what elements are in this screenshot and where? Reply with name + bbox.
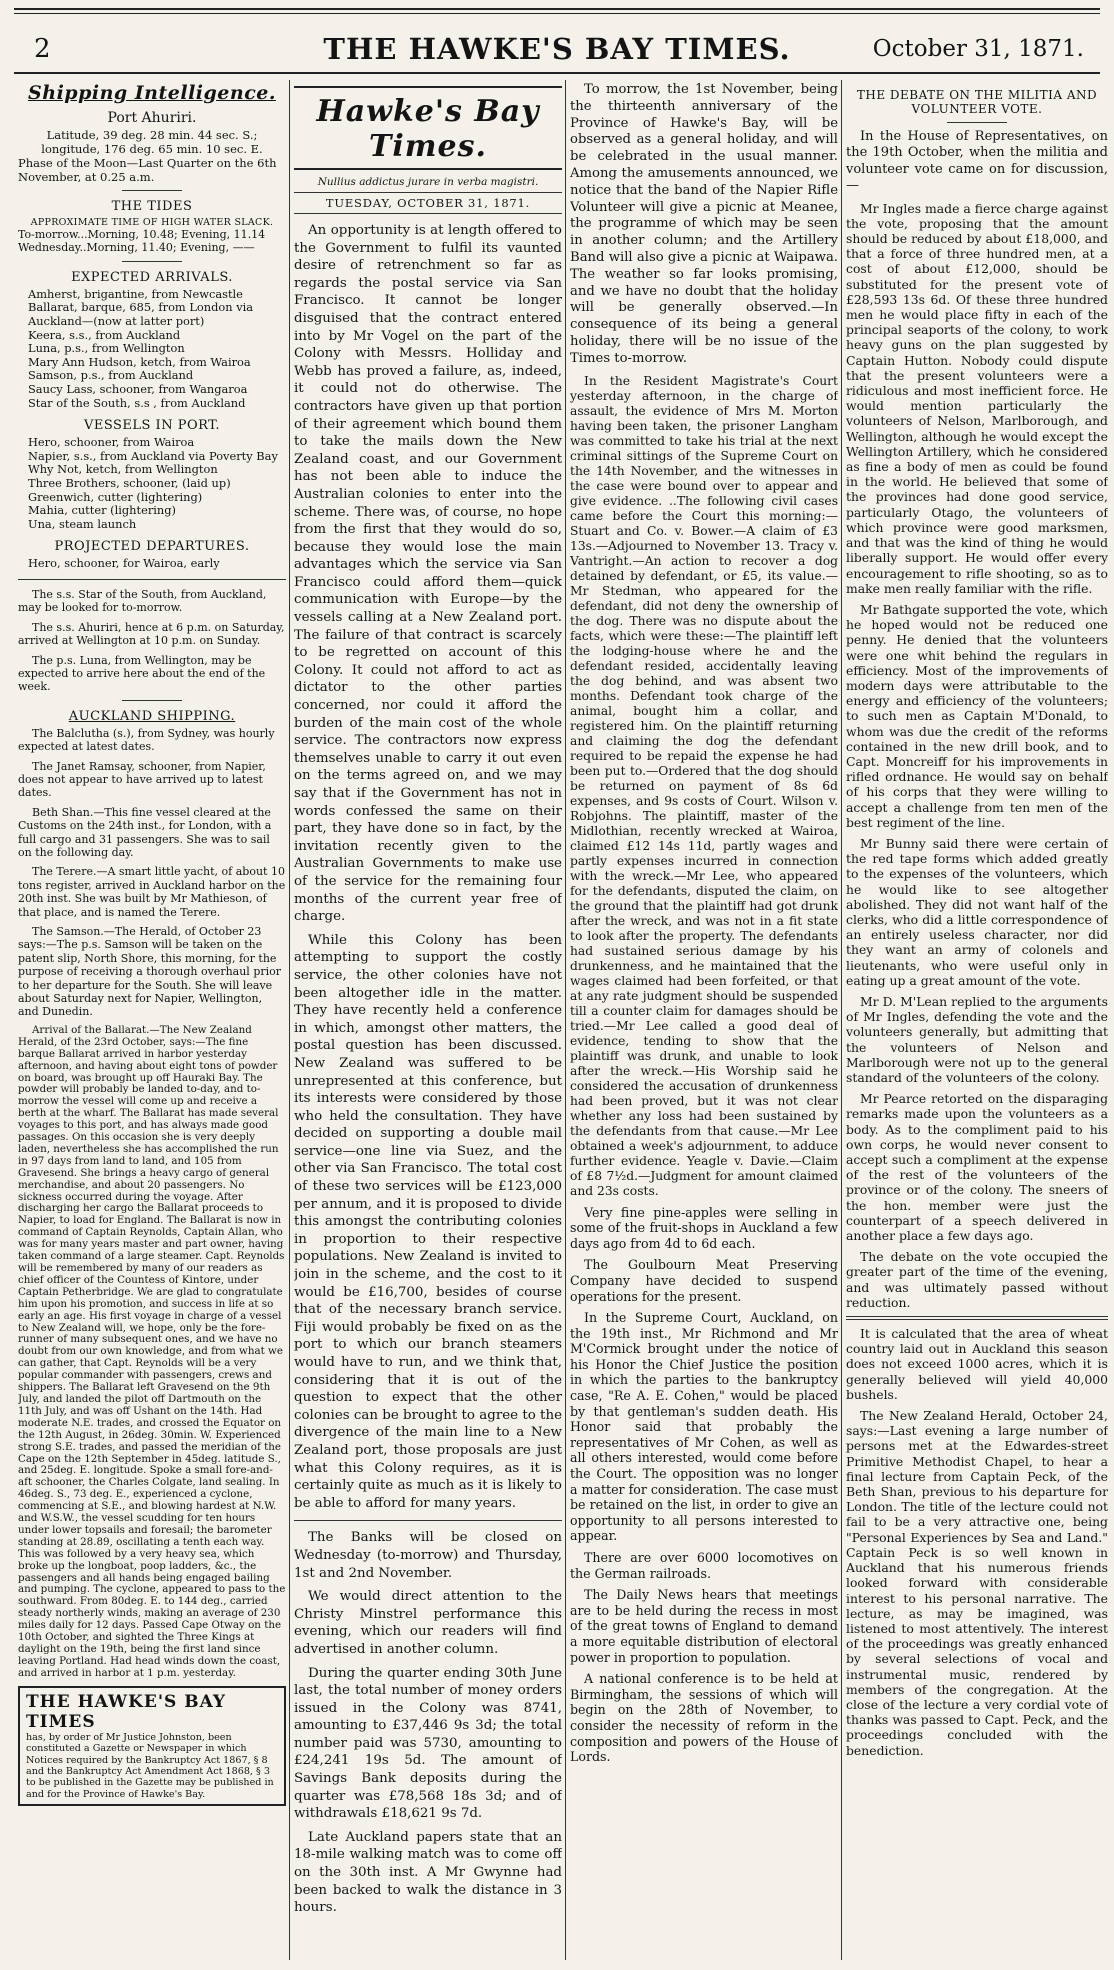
gazette-notice [18, 1686, 286, 1806]
list-item: Napier, s.s., from Auckland via Poverty Bay [28, 448, 278, 463]
editorial-motto: Nullius addictus jurare in verba magistri. [317, 176, 539, 188]
news-paragraph: Very fine pine-apples were selling in some of the fruit-shops in Auckland a few days ago from 4d to 6d each. [570, 1204, 838, 1251]
column-local-news [570, 82, 838, 1960]
column-divider [565, 80, 566, 1960]
divider [122, 700, 182, 701]
issue-date: October 31, 1871. [872, 36, 1084, 62]
list-item: Why Not, ketch, from Wellington [28, 462, 218, 477]
news-paragraph: It is calculated that the area of wheat country laid out in Auckland this season does not exceed 1000 acres, which it is generally believed will yield 40,000 bushels. [846, 1326, 1108, 1402]
expected-arrivals-heading: EXPECTED ARRIVALS. [71, 269, 233, 285]
editorial-date: TUESDAY, OCTOBER 31, 1871. [294, 192, 562, 214]
list-item: Ballarat, barque, 685, from London via Auckland—(now at latter port) [28, 300, 254, 328]
list-item: Saucy Lass, schooner, from Wangaroa [28, 381, 248, 396]
moon-phase: Phase of the Moon—Last Quarter on the 6th November, at 0.25 a.m. [18, 156, 277, 184]
column-debate [846, 82, 1108, 1960]
debate-paragraph: Mr Ingles made a fierce charge against the vote, proposing that the amount should be reduced by about £18,000, and that a force of three hundred men, at a cost of about £12,000, should be substituted for the present vote of £28,593 13s 6d. Of these three hundred men he would place fifty in each of the principal seaports of the colony, to work heavy guns on the plan suggested by Captain Hutton. Nobody could dispute that the present volunteers were a ridiculous and most inefficient force. He would mention particularly the volunteers of Nelson, Marlborough, and Wellington, although he would except the Wellington Artillery, which he considered as fine a body of men as could be found in the world. He believed that some of the provinces had done good service, particularly Otago, the volunteers of which province were good marksmen, and that was the kind of thing he would liberally support. He would offer every encouragement to rifle shooting, so as to make men really familiar with the rifle. [846, 200, 1108, 596]
masthead-rule [14, 72, 1100, 74]
debate-paragraph: Mr Bathgate supported the vote, which he hoped would not be reduced one penny. He denied that the volunteers were one whit behind the regulars in efficiency. Most of the improvements of modern days were attributable to the energy and efficiency of the volunteers; to such men as Captain M'Donald, to whom was due the credit of the reforms contained in the new drill book, and to Capt. Moncreiff for his improvements in rifled ordnance. He would say on behalf of his corps that they were willing to accept a challenge from ten men of the best regiment of the line. [846, 601, 1108, 830]
news-paragraph: Late Auckland papers state that an 18-mile walking match was to come off on the 30th inst. A Mr Gwynne had been backed to walk the distance in 3 hours. [294, 1829, 562, 1916]
debate-paragraph: Mr Bunny said there were certain of the red tape forms which added greatly to the expenses of the volunteers, which he would like to see altogether abolished. They did not want half of the clerks, who did a little correspondence of an entirely useless character, nor did they want an army of colonels and lieutenants, who were useful only in eating up a great amount of the vote. [846, 835, 1108, 988]
auckland-item: Arrival of the Ballarat.—The New Zealand Herald, of the 23rd October, says:—The fine barque Ballarat arrived in harbor yesterday afternoon, and having about eight tons of powder on board, was brought up off Hauraki Bay. The powder will probably be landed to-day, and to-morrow the vessel will come up and receive a berth at the wharf. The Ballarat has made several voyages to this port, and has always made good passages. On this occasion she is very deeply laden, nevertheless she has accomplished the run in 97 days from land to land, and 105 from Gravesend. She brings a heavy cargo of general merchandise, and about 20 passengers. No sickness occurred during the voyage. After discharging her cargo the Ballarat proceeds to Napier, to load for England. The Ballarat is now in command of Captain Reynolds, Captain Allan, who was for many years master and part owner, having taken command of a large steamer. Capt. Reynolds will be remembered by many of our readers as chief officer of the Countess of Kintore, under Captain Petherbridge. We are glad to congratulate him upon his promotion, and success in life at so early an age. His first voyage in charge of a vessel to New Zealand will, we hope, only be the fore-runner of many subsequent ones, and we have no doubt from our own knowledge, and from what we can gather, that Capt. Reynolds will be a very popular commander with passengers, crews and shippers. The Ballarat left Gravesend on the 9th July, and landed the pilot off Dartmouth on the 11th July, and was off Ushant on the 14th. Had moderate N.E. trades, and crossed the Equator on the 12th August, in 26deg. 30min. W. Experienced strong S.E. trades, and passed the meridian of the Cape on the 12th September in 45deg. latitude S., and 25deg. E. longitude. Spoke a small fore-and-aft schooner, the Charles Colgate, land sealing. In 46deg. S., 73 deg. E., experienced a cyclone, commencing at S.E., and blowing hardest at N.W. and W.S.W., the vessel scudding for ten hours under lower topsails and foresail; the barometer standing at 28.89, oscillating a tenth each way. This was followed by a very heavy sea, which broke up the longboat, poop ladders, &c., the passengers and all hands being engaged bailing and pumping. The cyclone, appeared to pass to the southward. From 80deg. E. to 144 deg., carried steady northerly winds, making an average of 230 miles daily for 12 days. Passed Cape Otway on the 10th October, and sighted the Three Kings at daylight on the 19th, being the first land since leaving Portland. Had head winds down the coast, and arrived in harbor at 1 p.m. yesterday. [18, 1023, 286, 1679]
editorial-paragraph: While this Colony has been attempting to support the costly service, the other colonies have not been altogether idle in the matter. They have recently held a conference in which, amongst other matters, the postal question has been discussed. New Zealand was suffered to be unrepresented at this conference, but its interests were considered by those who held the consultation. They have decided on supporting a double mail service—one line via Suez, and the other via San Francisco. The total cost of these two services will be £123,000 per annum, and it is proposed to divide this amongst the contributing colonies in proportion to their respective populations. New Zealand is invited to join in the scheme, and the cost to it would be £16,700, besides of course that of the necessary branch service. Fiji would probably be fixed on as the port to which our branch steamers would have to run, and we think that, considering that it is out of the question to expect that the other colonies can be brought to agree to the divergence of the main line to a New Zealand port, those proposals are just what this Colony requires, as it is certainly quite as much as it is likely to be able to afford for many years. [294, 932, 562, 1511]
news-paragraph: There are over 6000 locomotives on the German railroads. [570, 1550, 838, 1581]
auckland-item: The Samson.—The Herald, of October 23 says:—The p.s. Samson will be taken on the patent slip, North Shore, this morning, for the purpose of receiving a thorough overhaul prior to her departure for the South. She will leave about Saturday next for Napier, Wellington, and Dunedin. [18, 925, 282, 1019]
editorial-paragraph: An opportunity is at length offered to the Government to fulfil its vaunted desire of retrenchment so far as regards the postal service via San Francisco. It cannot be longer disguised that the contract entered into by Mr Vogel on the part of the Colony with Messrs. Holliday and Webb has proved a failure, as, indeed, it could not do otherwise. The contractors have given up that portion of their agreement which bound them to take the mails down the New Zealand coast, and our Government has not been able to induce the Australian colonies to enter into the scheme. There was, of course, no hope from the first that they would do so, because they would lose the main advantages which the service via San Francisco could afford them—quick communication with Europe—by the vessels calling at a New Zealand port. The failure of that contract is scarcely to be regretted on account of this Colony. It could not afford to act as dictator to the other parties concerned, nor could it afford the burden of the main cost of the whole service. The contractors now express themselves unable to carry it out even on the terms agreed on, and we may say that if the Government has not in words confessed the same on their part, they have done so in fact, by the invitation recently given to the Australian Governments to make use of the service for the remaining four months of the current year free of charge. [294, 223, 562, 925]
list-item: Hero, schooner, from Wairoa [28, 435, 195, 450]
list-item: Mary Ann Hudson, ketch, from Wairoa [28, 354, 251, 369]
news-paragraph: The Banks will be closed on Wednesday (to-morrow) and Thursday, 1st and 2nd November. [294, 1530, 562, 1581]
tides-subheading: APPROXIMATE TIME OF HIGH WATER SLACK. [30, 217, 274, 228]
news-paragraph: The New Zealand Herald, October 24, says:—Last evening a large number of persons met at the Edwardes-street Primitive Methodist Chapel, to hear a final lecture from Captain Peck, of the Beth Shan, previous to his departure for London. The title of the lecture could not fail to be a very attractive one, being "Personal Experiences by Sea and Land." Captain Peck is so well known in Auckland that his numerous friends looked forward with considerable interest to his personal narrative. The lecture, as may be imagined, was listened to most attentively. The interest of the proceedings was greatly enhanced by several selections of vocal and instrumental music, rendered by members of the congregation. At the close of the lecture a very cordial vote of thanks was passed to Capt. Peck, and the proceedings concluded with the benediction. [846, 1408, 1108, 1758]
top-double-rule [14, 8, 1100, 14]
shipping-note: The s.s. Star of the South, from Auckland, may be looked for to-morrow. [18, 587, 267, 615]
news-paragraph: To morrow, the 1st November, being the thirteenth anniversary of the Province of Hawke's Bay, will be observed as a general holiday, and will be celebrated in the usual manner. Among the amusements announced, we notice that the band of the Napier Rifle Volunteer will give a picnic at Meanee, the programme of which may be seen in another column; and the Artillery Band will also give a picnic at Waipawa. The weather so far looks promising, and we have no doubt that the holiday will be generally observed.—In consequence of its being a general holiday, there will be no issue of the Times to-morrow. [570, 82, 838, 366]
tides-heading: THE TIDES [111, 199, 193, 214]
divider [947, 122, 1007, 123]
news-paragraph: A national conference is to be held at Birmingham, the sessions of which will begin on the 28th of November, to consider the necessity of reform in the composition and powers of the House of Lords. [570, 1671, 838, 1765]
divider [18, 579, 286, 580]
masthead [14, 28, 1100, 72]
divider [122, 190, 182, 191]
auckland-item: The Janet Ramsay, schooner, from Napier, does not appear to have arrived up to latest dates. [18, 759, 266, 800]
court-report: In the Resident Magistrate's Court yesterday afternoon, in the charge of assault, the evidence of Mrs M. Morton having been taken, the prisoner Langham was committed to take his trial at the next criminal sittings of the Supreme Court on the 14th November, and the witnesses in the case were bound over to appear and give evidence. ..The following civil cases came before the Court this morning:—Stuart and Co. v. Bower.—A claim of £3 13s.—Adjourned to November 13. Tracy v. Vantright.—An action to recover a dog detained by defendant, or £5, its value.—Mr Stedman, who appeared for the defendant, did not deny the ownership of the dog. There was no dispute about the facts, which were these:—The plaintiff left the lodging-house where he and the defendant resided, accidentally leaving the dog behind, and was absent two months. Defendant took charge of the animal, bought him a collar, and registered him. On the plaintiff returning and claiming the dog the defendant required to be repaid the expense he had been put to.—Ordered that the dog should be returned on payment of 8s 6d expenses, and 9s costs of Court. Wilson v. Robjohns. The plaintiff, master of the Midlothian, recently wrecked at Wairoa, claimed £12 14s 11d, partly wages and partly expenses incurred in connection with the wreck.—Mr Lee, who appeared for the defendants, disputed the claim, on the ground that the plaintiff had got drunk after the wreck, and was not in a fit state to look after the property. The defendants had sustained serious damage by his drunkenness, and he maintained that the wages claimed had been forfeited, or that at any rate judgment should be suspended till a counter claim for damages should be tried.—Mr Lee called a good deal of evidence, tending to show that the plaintiff was drunk, and unable to look after the wreck.—His Worship said he considered the accusation of drunkenness had been proved, but it was not clear whether any loss had been sustained by the defendants from that cause.—Mr Lee obtained a week's adjournment, to adduce further evidence. Yeagle v. Davie.—Claim of £8 7½d.—Judgment for amount claimed and 23s costs. [570, 373, 838, 1198]
tides-line: To-morrow...Morning, 10.48; Evening, 11.14 [18, 228, 266, 241]
column-shipping [18, 82, 286, 1960]
list-item: Samson, p.s., from Auckland [28, 368, 194, 383]
divider [294, 1520, 562, 1521]
debate-paragraph: The debate on the vote occupied the greater part of the time of the evening, and was ultimately passed without reduction. [846, 1249, 1108, 1310]
list-item: Luna, p.s., from Wellington [28, 341, 185, 356]
news-paragraph: In the Supreme Court, Auckland, on the 19th inst., Mr Richmond and Mr M'Cormick brought under the notice of his Honor the Chief Justice the position in which the parties to the bankruptcy case, "Re A. E. Cohen," would be placed by that gentleman's sudden death. His Honor said that probably the representatives of Mr Cohen, as well as all others interested, would come before the Court. The opposition was no longer a matter for consideration. The case must be retained on the list, in order to give an opportunity to all persons interested to appear. [570, 1310, 838, 1544]
tides-line: Wednesday..Morning, 11.40; Evening, —— [18, 241, 255, 255]
port-name: Port Ahuriri. [107, 110, 197, 126]
column-editorial [294, 82, 562, 1960]
list-item: Una, steam launch [28, 516, 137, 531]
divider [846, 1316, 1108, 1320]
column-divider [289, 80, 290, 1960]
debate-paragraph: Mr Pearce retorted on the disparaging remarks made upon the volunteers as a body. As to the compliment paid to his own corps, he would never consent to accept such a compliment at the expense of the rest of the volunteers of the province or of the colony. The sneers of the hon. member were just the counterpart of a speech delivered in another place a few days ago. [846, 1091, 1108, 1244]
editorial-nameplate: Hawke's Bay Times. [294, 86, 562, 170]
notice-body: has, by order of Mr Justice Johnston, been constituted a Gazette or Newspaper in which Notices required by the Bankruptcy Act 1867, § 8 and the Bankruptcy Act Amendment Act 1868, § 3 to be published in the Gazette may be published in and for the Province of Hawke's Bay. [26, 1731, 274, 1800]
divider [122, 261, 182, 262]
notice-title: THE HAWKE'S BAY TIMES [26, 1691, 227, 1732]
list-item: Mahia, cutter (lightering) [28, 503, 176, 518]
auckland-item: The Terere.—A smart little yacht, of about 10 tons register, arrived in Auckland harbor on the 20th inst. She was built by Mr Mathieson, of that place, and is named the Terere. [18, 865, 286, 919]
debate-paragraph: Mr D. M'Lean replied to the arguments of Mr Ingles, defending the vote and the volunteers generally, but admitting that the volunteers of Nelson and Marlborough were not up to the general standard of the volunteers of the colony. [846, 993, 1108, 1085]
newspaper-title: THE HAWKE'S BAY TIMES. [323, 32, 791, 66]
news-paragraph: The Daily News hears that meetings are to be held during the recess in most of the great towns of England to demand a more equitable distribution of electoral power in proportion to population. [570, 1587, 838, 1665]
list-item: Keera, s.s., from Auckland [28, 327, 181, 342]
list-item: Star of the South, s.s , from Auckland [28, 395, 246, 410]
debate-paragraph: In the House of Representatives, on the 19th October, when the militia and volunteer vote came on for discussion,— [846, 129, 1108, 194]
column-divider [841, 80, 842, 1960]
auckland-shipping-heading: AUCKLAND SHIPPING. [68, 708, 236, 724]
list-item: Hero, schooner, for Wairoa, early [28, 556, 220, 571]
vessels-in-port-heading: VESSELS IN PORT. [83, 418, 221, 434]
auckland-item: Beth Shan.—This fine vessel cleared at the Customs on the 24th inst., for London, with a full cargo and 31 passengers. She was to sail on the following day. [18, 805, 272, 859]
list-item: Amherst, brigantine, from Newcastle [28, 286, 243, 301]
debate-heading: THE DEBATE ON THE MILITIA AND VOLUNTEER VOTE. [856, 88, 1098, 116]
news-paragraph: We would direct attention to the Christy Minstrel performance this evening, which our readers will find advertised in another column. [294, 1589, 562, 1657]
departures-heading: PROJECTED DEPARTURES. [54, 539, 250, 555]
news-paragraph: The Goulbourn Meat Preserving Company have decided to suspend operations for the present. [570, 1257, 838, 1304]
page-number: 2 [34, 34, 51, 64]
shipping-note: The p.s. Luna, from Wellington, may be expected to arrive here about the end of the week. [18, 653, 266, 694]
list-item: Greenwich, cutter (lightering) [28, 489, 203, 504]
auckland-item: The Balclutha (s.), from Sydney, was hourly expected at latest dates. [18, 726, 275, 754]
list-item: Three Brothers, schooner, (laid up) [28, 475, 231, 490]
news-paragraph: During the quarter ending 30th June last, the total number of money orders issued in the Colony was 8741, amounting to £37,446 9s 3d; the total number paid was 5730, amounting to £24,241 19s 5d. The amount of Savings Bank deposits during the quarter was £78,568 18s 3d; and of withdrawals £18,621 9s 7d. [294, 1665, 562, 1822]
shipping-note: The s.s. Ahuriri, hence at 6 p.m. on Saturday, arrived at Wellington at 10 p.m. on Sunday. [18, 620, 285, 648]
shipping-heading: Shipping Intelligence. [28, 82, 276, 104]
latitude-text: Latitude, 39 deg. 28 min. 44 sec. S.; longitude, 176 deg. 65 min. 10 sec. E. [41, 128, 263, 156]
